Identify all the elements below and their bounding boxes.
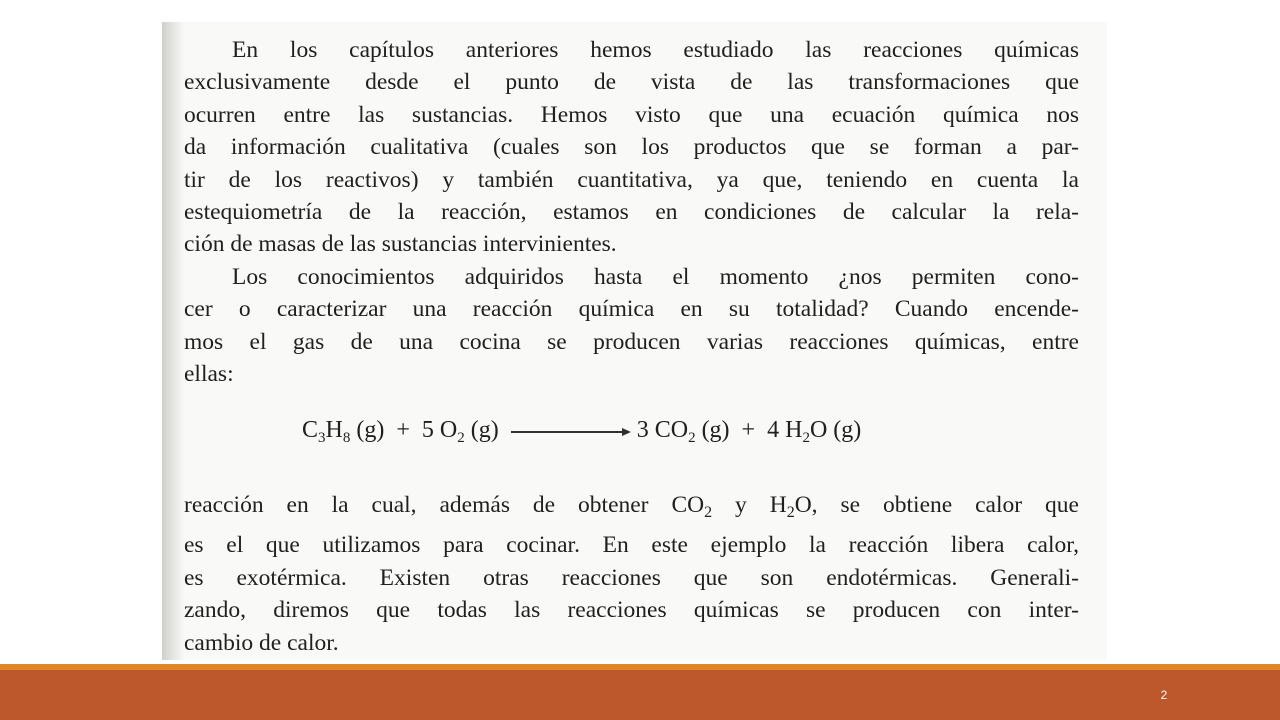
paragraph-1-line: En los capítulos anteriores hemos estudiado las reacciones químicas <box>232 37 1079 63</box>
paragraph-2-line: Los conocimientos adquiridos hasta el momento ¿nos permiten cono- <box>232 263 1079 290</box>
paragraph-2-line: cer o caracterizar una reacción química en su totalidad? Cuando encende- <box>184 296 1079 323</box>
paragraph-1-line: estequiometría de la reacción, estamos en condiciones de calcular la rela- <box>184 199 1079 226</box>
paragraph-2-line: mos el gas de una cocina se producen varias reacciones químicas, entre <box>184 328 1079 355</box>
paragraph-3-line: cambio de calor. <box>184 629 339 656</box>
equation-product-water: 4 $H_2O$ (g) <box>767 417 862 447</box>
slide-number: 2 <box>1160 688 1168 702</box>
paragraph-3-line: es exotérmica. Existen otras reacciones que son endotérmicas. Generali- <box>184 564 1079 591</box>
footer-bar <box>0 670 1280 720</box>
paragraph-3-line: reacción en la cual, además de obtener $CO_2$ y $H_2O$, se obtiene calor que <box>184 491 1079 521</box>
paragraph-1-line: da información cualitativa (cuales son los productos que se forman a par- <box>184 134 1079 161</box>
equation-reactant-propane: $C_3H_8$ (g) <box>302 417 385 447</box>
paragraph-2-line: ellas: <box>184 361 234 388</box>
paragraph-3 <box>184 489 1079 659</box>
reaction-arrow-icon <box>511 431 629 433</box>
scanned-text-block <box>184 34 1079 659</box>
paragraph-3-line: zando, diremos que todas las reacciones químicas se producen con inter- <box>184 597 1079 624</box>
equation-plus: + <box>741 417 756 444</box>
paragraph-1-line: tir de los reactivos) y también cuantitativa, ya que, teniendo en cuenta la <box>184 166 1079 193</box>
scanned-page-image <box>162 22 1107 660</box>
equation-reactant-oxygen: 5 $O_2$ (g) <box>421 417 499 447</box>
paragraph-2 <box>184 261 1079 391</box>
paragraph-1-line: ocurren entre las sustancias. Hemos visto que una ecuación química nos <box>184 101 1079 128</box>
page-binding-shadow <box>162 22 184 660</box>
chemical-equation <box>302 414 1079 454</box>
equation-product-co2: 3 $CO_2$ (g) <box>636 417 730 447</box>
paragraph-1 <box>184 34 1079 261</box>
paragraph-1-line: ción de masas de las sustancias intervinientes. <box>184 231 617 258</box>
paragraph-3-line: es el que utilizamos para cocinar. En este ejemplo la reacción libera calor, <box>184 532 1079 559</box>
paragraph-1-line: exclusivamente desde el punto de vista de las transformaciones que <box>184 69 1079 96</box>
equation-plus: + <box>396 417 410 444</box>
